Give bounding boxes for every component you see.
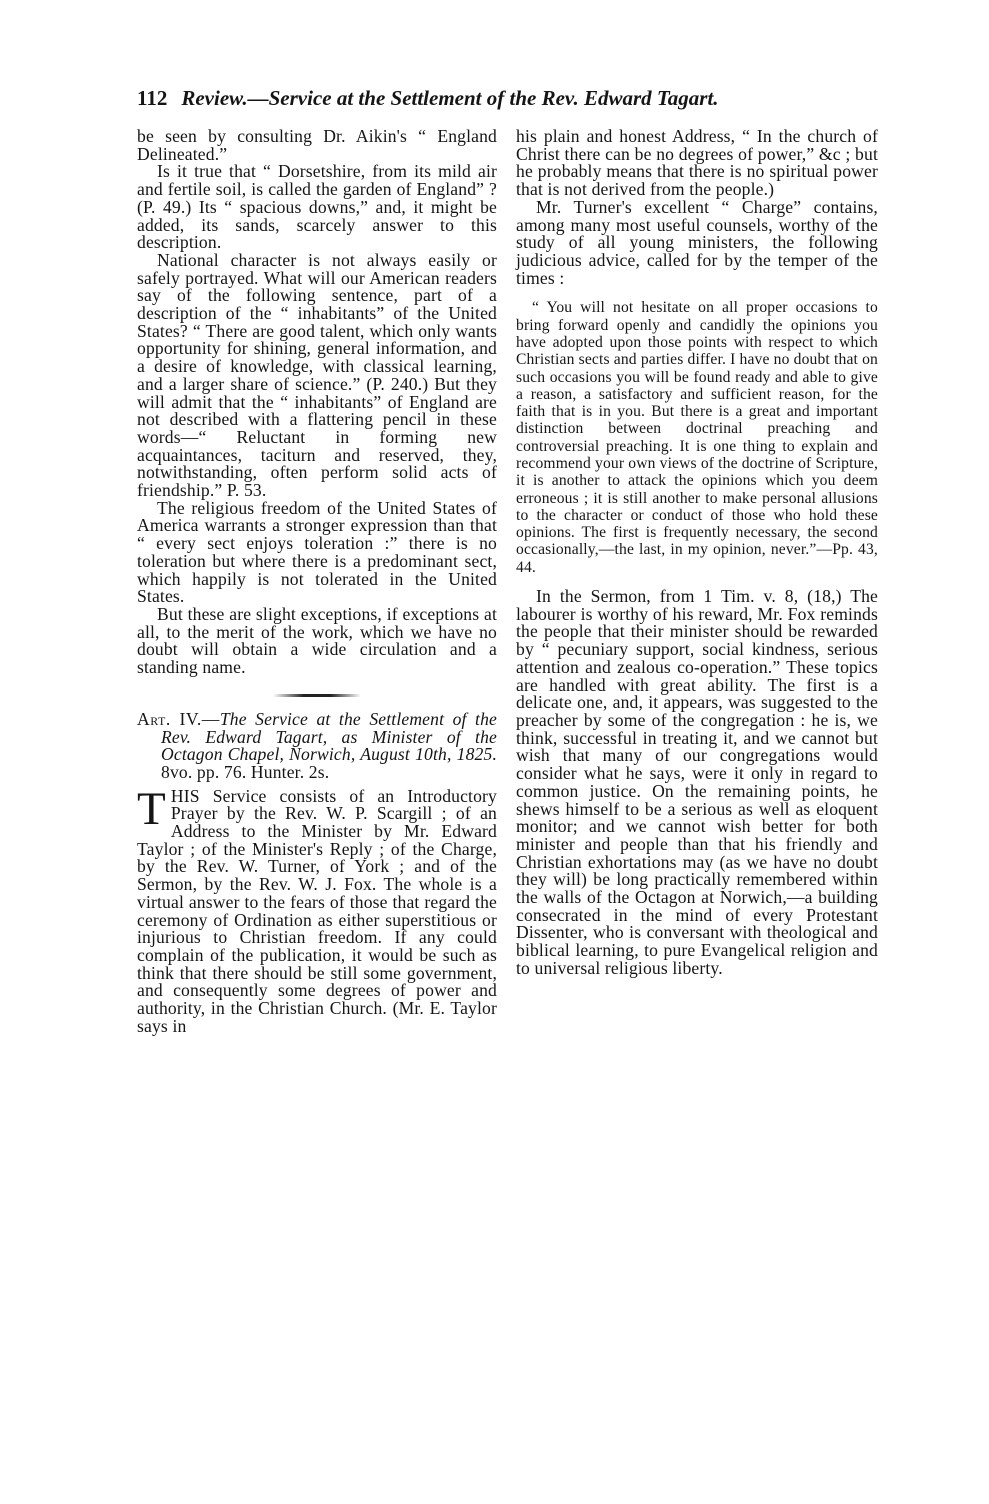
section-divider [273,694,361,697]
running-header [137,86,857,112]
paragraph: But these are slight exceptions, if exceptions at all, to the merit of the work, which we have no doubt will obtain a wide circulation and a standing name. [137,603,497,678]
paragraph: The religious freedom of the United States of America warrants a stronger expression than that “ every sect enjoys toleration :” there is no toleration but where there is a predominant sect, which happily is not tolerated in the United States. [137,497,497,607]
article-heading [137,708,498,782]
right-column [516,128,878,978]
first-word: HIS [170,785,200,806]
paragraph-text: Service consists of an Introductory Prayer by the Rev. W. P. Scargill ; of an Address to the Minister by Mr. Edward Taylor ; of the Minister's Reply ; of the Charge, by the Rev. W. Turner, of York ; and of the Sermon, by the Rev. W. J. Fox. The whole is a virtual answer to the fears of those that regard the ceremony of Ordination as either superstitious or injurious to Christian freedom. If any could complain of the publication, it would be such as think that there should be still some government, and consequently some degrees of power and authority, in the Christian Church. (Mr. E. Taylor says in [137,785,497,1036]
article-title: The Service at the Settlement of the Rev. Edward Tagart, as Minister of the Octagon Chapel, Norwich, August 10th, 1825. [161,708,498,765]
paragraph [137,782,497,1036]
article-label: Art. IV.— [137,708,220,729]
paragraph: his plain and honest Address, “ In the church of Christ there can be no degrees of power,” &c ; but he probably means that there is no spiritual power that is not derived from the people.) [516,126,878,200]
page-number: 112 [137,86,168,110]
paragraph: In the Sermon, from 1 Tim. v. 8, (18,) The labourer is worthy of his reward, Mr. Fox reminds the people that their minister should be rewarded by “ pecuniary support, social kindness, serious attention and zealous co-operation.” These topics are handled with great ability. The first is a delicate one, and, it appears, was suggested to the preacher by some of the congregation : he is, we think, successful in treating it, and we cannot but wish that many of our congregations would consider what he says, were it only in regard to common justice. On the remaining points, he shews himself to be a serious as well as eloquent monitor; and we cannot wish better for both minister and people than that his friendly and Christian exhortations may (as we have no doubt they will) be long practically remembered within the walls of the Octagon at Norwich,—a building consecrated in the mind of every Protestant Dissenter, who is conversant with theological and biblical learning, to pure Evangelical religion and to universal religious liberty. [516,586,878,978]
block-quote: “ You will not hesitate on all proper occasions to bring forward openly and candidly the opinions you have adopted upon those points with respect to which Christian sects and parties differ. I have no doubt that on such occasions you will be found ready and able to give a reason, a satisfactory and sufficient reason, for the faith that is in you. But there is a great and important distinction between doctrinal preaching and controversial preaching. It is one thing to explain and recommend your own views of the doctrine of Scripture, it is another to attack the opinions which you deem erroneous ; it is still another to make personal allusions to the character or conduct of those who hold these opinions. The first is frequently necessary, the second occasionally,—the last, in my opinion, never.”—Pp. 43, 44. [516,299,878,576]
paragraph: National character is not always easily or safely portrayed. What will our American readers say of the following sentence, part of a description of the “ inhabitants” of the United States? “ There are good talent, which only wants opportunity for shining, general information, and a desire of knowledge, with classical learning, and a larger share of science.” (P. 240.) But they will admit that the “ inhabitants” of England are not described with a flattering pencil in these words—“ Reluctant in forming new acquaintances, taciturn and reserved, they, notwithstanding, often perform solid acts of friendship.” P. 53. [137,249,497,501]
paragraph: Mr. Turner's excellent “ Charge” contains, among many most useful counsels, worthy of the study of all young ministers, the following judicious advice, called for by the temper of the times : [516,196,878,288]
running-title: Review.—Service at the Settlement of the Rev. Edward Tagart. [181,86,719,110]
paragraph: be seen by consulting Dr. Aikin's “ England Delineated.” [137,126,497,164]
drop-cap: T [137,782,166,835]
left-column [137,128,497,1035]
article-details: 8vo. pp. 76. Hunter. 2s. [161,761,330,782]
paragraph: Is it true that “ Dorsetshire, from its mild air and fertile soil, is called the garden of England” ? (P. 49.) Its “ spacious downs,” and, it might be added, its sands, scarcely answer to this description. [137,161,497,253]
